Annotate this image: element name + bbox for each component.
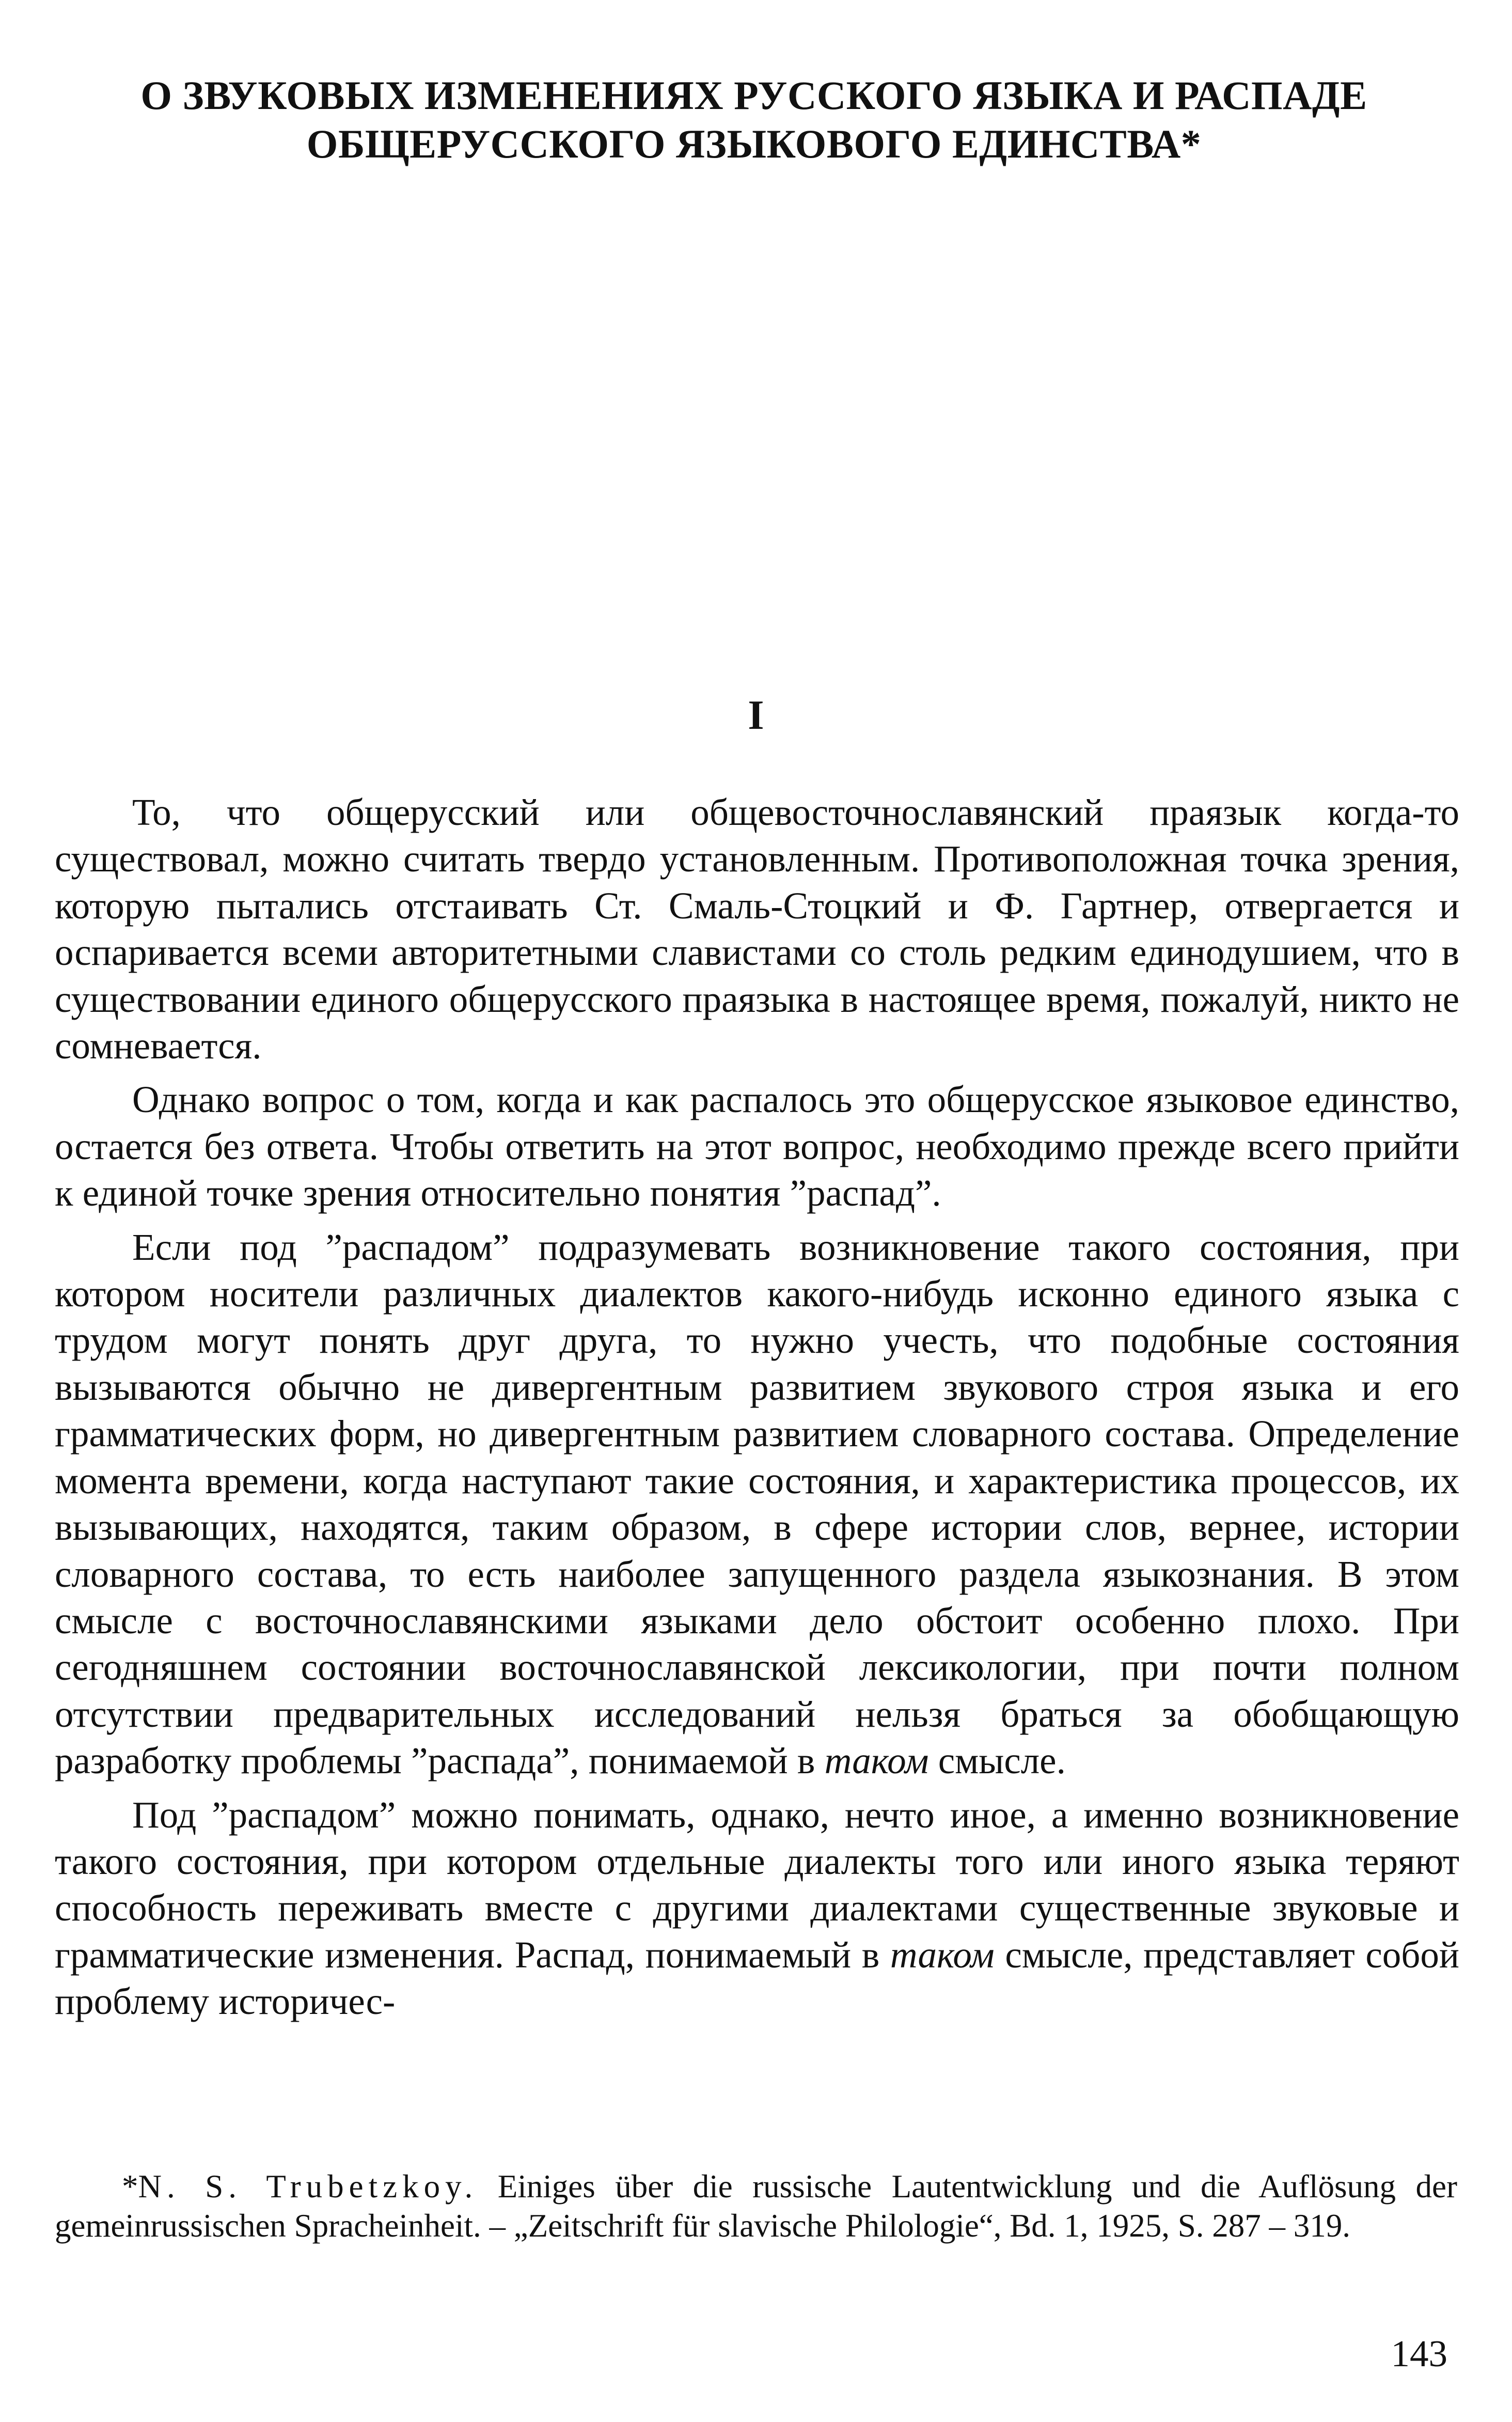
footnote-text bbox=[55, 2167, 1457, 2245]
article-title-line-1: О ЗВУКОВЫХ ИЗМЕНЕНИЯХ РУССКОГО ЯЗЫКА И РАСПАДЕ bbox=[140, 73, 1367, 118]
paragraph-4-emphasis: таком bbox=[890, 1933, 995, 1976]
footnote-body: Einiges über die russische Lautentwicklung und die Auflösung der gemeinrussischen Spracheinheit. – „Zeitschrift für slavische Philologie“, Bd. 1, 1925, S. 287 – 319. bbox=[55, 2168, 1457, 2244]
paragraph-4-end: смысле, представляет собой проблему историчес- bbox=[55, 1933, 1459, 2023]
paragraph-3-text: Если под ”распадом” подразумевать возникновение такого состояния, при котором носители различных диалектов какого-нибудь исконно единого языка с трудом могут понять друг друга, то нужно учесть, что подобные состояния вызываются обычно не дивергентным развитием звукового строя языка и его грамматических форм, но дивергентным развитием словарного состава. Определение момента времени, когда наступают такие состояния, и характеристика процессов, их вызывающих, находятся, таким образом, в сфере истории слов, вернее, истории словарного состава, то есть наиболее запущенного раздела языкознания. В этом смысле с восточнославянскими языками дело обстоит особенно плохо. При сегодняшнем состоянии восточнославянской лексикологии, при почти полном отсутствии предварительных исследований нельзя браться за обобщающую разработку проблемы ”распада”, понимаемой в bbox=[55, 1226, 1459, 1782]
paragraph-4 bbox=[55, 1792, 1459, 2025]
paragraph-2: Однако вопрос о том, когда и как распалось это общерусское языковое единство, остается без ответа. Чтобы ответить на этот вопрос, необходимо прежде всего прийти к единой точке зрения относительно понятия ”распад”. bbox=[55, 1079, 1459, 1214]
paragraph-3-emphasis: таком bbox=[824, 1740, 929, 1782]
footnote-author: N. S. Trubetzkoy. bbox=[138, 2168, 478, 2205]
article-title bbox=[114, 71, 1394, 168]
footnote bbox=[55, 2167, 1457, 2245]
paragraph-4-text: Под ”распадом” можно понимать, однако, нечто иное, а именно возникновение такого состояния, при котором отдельные диалекты того или иного языка теряют способность переживать вместе с другими диалектами существенные звуковые и грамматические изменения. Распад, понимаемый в bbox=[55, 1793, 1459, 1976]
paragraph-3 bbox=[55, 1224, 1459, 1785]
paragraph-3-end: смысле. bbox=[928, 1740, 1066, 1782]
body-text bbox=[55, 789, 1459, 2025]
paragraph-1: То, что общерусский или общевосточнославянский праязык когда-то существовал, можно считать твердо установленным. Противоположная точка зрения, которую пытались отстаивать Ст. Смаль-Стоцкий и Ф. Гартнер, отвергается и оспаривается всеми авторитетными славистами со столь редким единодушием, что в существовании единого общерусского праязыка в настоящее время, пожалуй, никто не сомневается. bbox=[55, 791, 1459, 1067]
page-number: 143 bbox=[1391, 2333, 1447, 2374]
footnote-marker: * bbox=[122, 2168, 138, 2205]
article-title-line-2: ОБЩЕРУССКОГО ЯЗЫКОВОГО ЕДИНСТВА* bbox=[306, 121, 1202, 166]
section-heading: I bbox=[748, 693, 764, 738]
